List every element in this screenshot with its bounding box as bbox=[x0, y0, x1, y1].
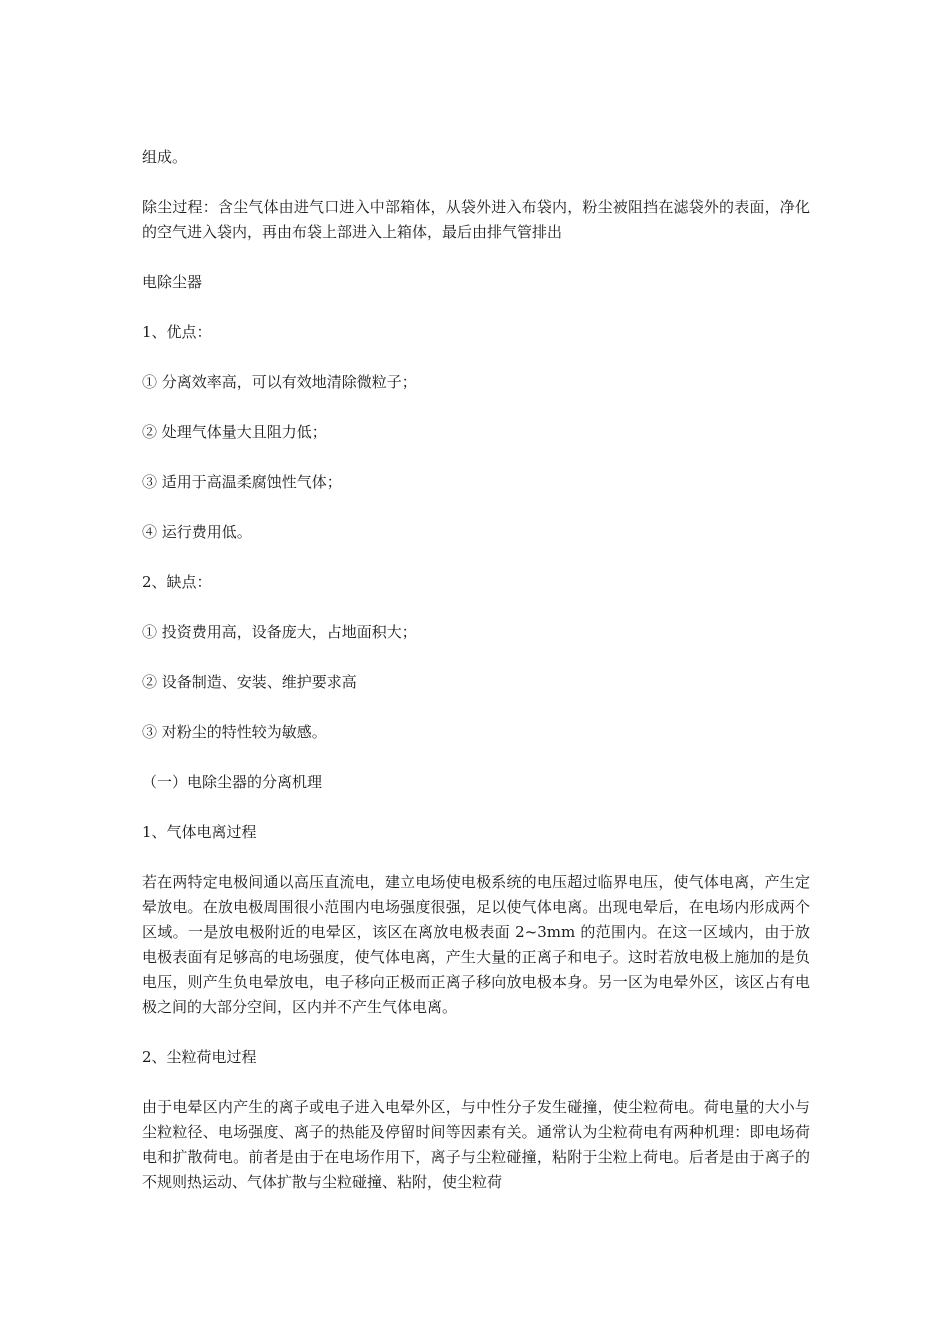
subsection-heading-gas-ionization: 1、气体电离过程 bbox=[142, 823, 257, 841]
section-heading-separation-mechanism: （一）电除尘器的分离机理 bbox=[142, 773, 323, 791]
paragraph-dust-removal-process: 除尘过程：含尘气体由进气口进入中部箱体，从袋外进入布袋内，粉尘被阻挡在滤袋外的表面，净化的空气进入袋内，再由布袋上部进入上箱体，最后由排气管排出 bbox=[142, 198, 810, 241]
subsection-heading-particle-charging: 2、尘粒荷电过程 bbox=[142, 1048, 257, 1066]
paragraph-particle-charging: 由于电晕区内产生的离子或电子进入电晕外区，与中性分子发生碰撞，使尘粒荷电。荷电量的大小与尘粒粒径、电场强度、离子的热能及停留时间等因素有关。通常认为尘粒荷电有两种机理：即电场荷电和扩散荷电。前者是由于在电场作用下，离子与尘粒碰撞，粘附于尘粒上荷电。后者是由于离子的不规则热运动、气体扩散与尘粒碰撞、粘附，使尘粒荷 bbox=[142, 1098, 810, 1191]
list-heading-disadvantages: 2、缺点： bbox=[142, 573, 212, 591]
paragraph-gas-ionization: 若在两特定电极间通以高压直流电，建立电场使电极系统的电压超过临界电压，使气体电离，产生定晕放电。在放电极周围很小范围内电场强度很强，足以使气体电离。出现电晕后，在电场内形成两个区域。一是放电极附近的电晕区，该区在离放电极表面 2~3mm 的范围内。在这一区域内，由于放电极表面有足够高的电场强度，使气体电离，产生大量的正离子和电子。这时若放电极上施加的是负电压，则产生负电晕放电，电子移向正极而正离子移向放电极本身。另一区为电晕外区，该区占有电极之间的大部分空间，区内并不产生气体电离。 bbox=[142, 873, 810, 1016]
list-item-advantage-2: ② 处理气体量大且阻力低； bbox=[142, 423, 327, 441]
list-item-disadvantage-2: ② 设备制造、安装、维护要求高 bbox=[142, 673, 357, 691]
list-item-disadvantage-1: ① 投资费用高，设备庞大，占地面积大； bbox=[142, 623, 417, 641]
list-item-disadvantage-3: ③ 对粉尘的特性较为敏感。 bbox=[142, 723, 327, 741]
document-body bbox=[142, 145, 810, 1195]
list-item-advantage-3: ③ 适用于高温柔腐蚀性气体； bbox=[142, 473, 342, 491]
section-heading-electrostatic-precipitator: 电除尘器 bbox=[142, 273, 203, 291]
list-heading-advantages: 1、优点： bbox=[142, 323, 212, 341]
paragraph-continuation: 组成。 bbox=[142, 148, 188, 166]
list-item-advantage-1: ① 分离效率高，可以有效地清除微粒子； bbox=[142, 373, 417, 391]
list-item-advantage-4: ④ 运行费用低。 bbox=[142, 523, 252, 541]
